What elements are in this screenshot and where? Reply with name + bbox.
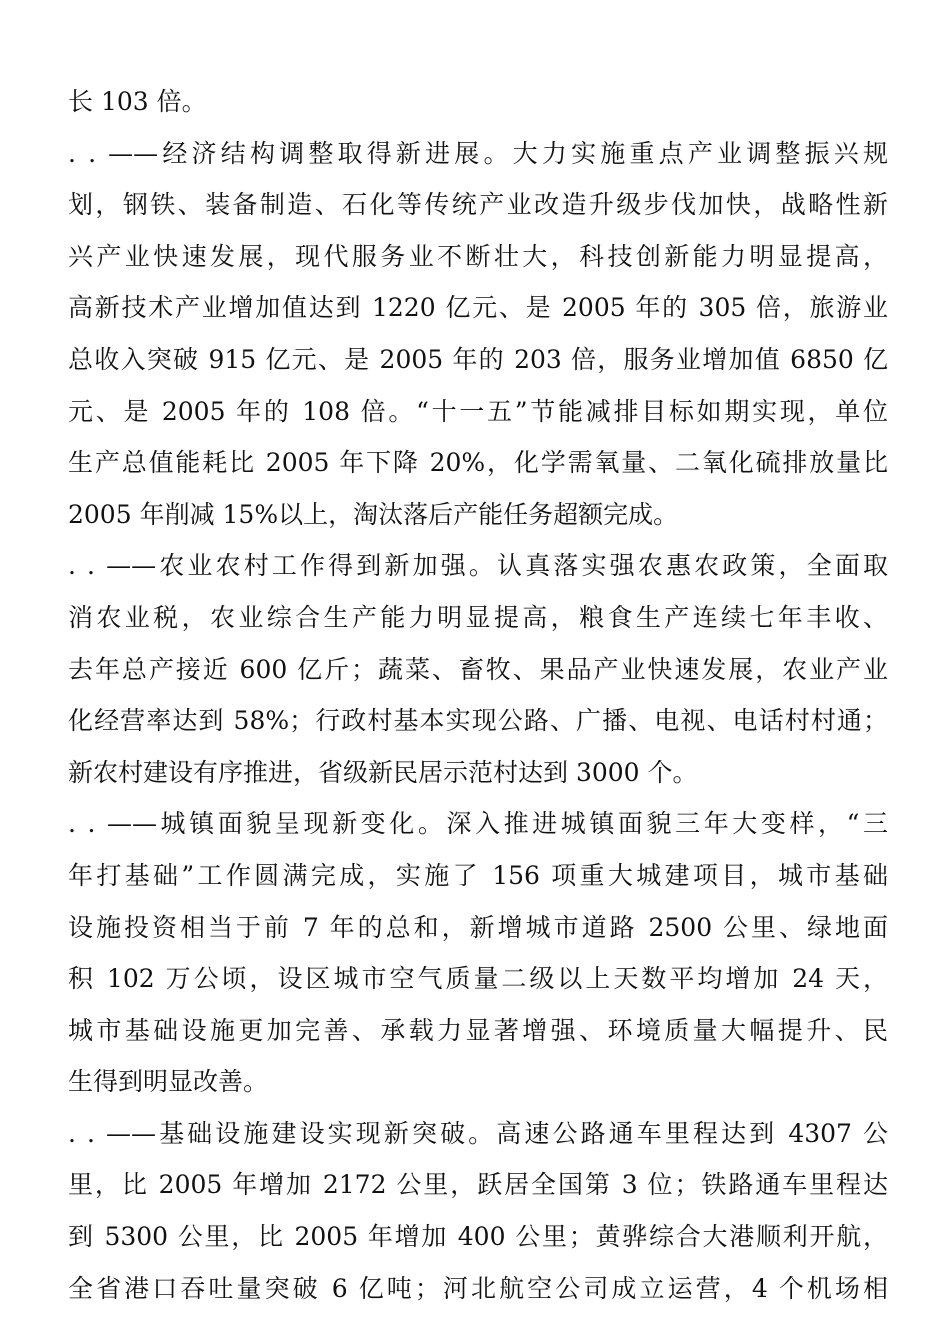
text-line: 新农村建设有序推进，省级新民居示范村达到 3000 个。 bbox=[68, 757, 698, 787]
text-line: 总收入突破 915 亿元、是 2005 年的 203 倍，服务业增加值 6850 亿 bbox=[68, 344, 888, 374]
text-line: 年打基础”工作圆满完成，实施了 156 项重大城建项目，城市基础 bbox=[68, 860, 888, 890]
text-line: 化经营率达到 58%；行政村基本实现公路、广播、电视、电话村村通； bbox=[68, 706, 888, 736]
text-line: 生产总值能耗比 2005 年下降 20%，化学需氧量、二氧化硫排放量比 bbox=[68, 448, 888, 478]
text-line: 积 102 万公顷，设区城市空气质量二级以上天数平均增加 24 天， bbox=[68, 964, 888, 994]
text-line: 高新技术产业增加值达到 1220 亿元、是 2005 年的 305 倍，旅游业 bbox=[68, 293, 888, 323]
text-line: 城市基础设施更加完善、承载力显著增强、环境质量大幅提升、民 bbox=[68, 1015, 888, 1045]
text-line: . . ——城镇面貌呈现新变化。深入推进城镇面貌三年大变样，“三 bbox=[68, 809, 888, 839]
text-line: 里，比 2005 年增加 2172 公里，跃居全国第 3 位；铁路通车里程达 bbox=[68, 1170, 888, 1200]
text-line: 长 103 倍。 bbox=[68, 87, 207, 116]
text-line: 全省港口吞吐量突破 6 亿吨；河北航空公司成立运营，4 个机场相 bbox=[68, 1273, 888, 1303]
text-line: 到 5300 公里，比 2005 年增加 400 公里；黄骅综合大港顺利开航， bbox=[68, 1222, 888, 1252]
text-line: 2005 年削减 15%以上，淘汰落后产能任务超额完成。 bbox=[68, 499, 679, 529]
text-line: 兴产业快速发展，现代服务业不断壮大，科技创新能力明显提高， bbox=[68, 241, 888, 271]
text-line: 消农业税，农业综合生产能力明显提高，粮食生产连续七年丰收、 bbox=[68, 602, 888, 632]
text-line: 划，钢铁、装备制造、石化等传统产业改造升级步伐加快，战略性新 bbox=[68, 190, 888, 220]
text-line: 元、是 2005 年的 108 倍。“十一五”节能减排目标如期实现，单位 bbox=[68, 396, 888, 426]
text-line: . . ——农业农村工作得到新加强。认真落实强农惠农政策，全面取 bbox=[68, 551, 888, 581]
text-line: 去年总产接近 600 亿斤；蔬菜、畜牧、果品产业快速发展，农业产业 bbox=[68, 654, 888, 684]
document-page bbox=[68, 76, 888, 1314]
text-line: 设施投资相当于前 7 年的总和，新增城市道路 2500 公里、绿地面 bbox=[68, 912, 888, 942]
text-line: 生得到明显改善。 bbox=[68, 1067, 269, 1097]
text-line: . . ——经济结构调整取得新进展。大力实施重点产业调整振兴规 bbox=[68, 138, 888, 168]
text-line: . . ——基础设施建设实现新突破。高速公路通车里程达到 4307 公 bbox=[68, 1118, 888, 1148]
